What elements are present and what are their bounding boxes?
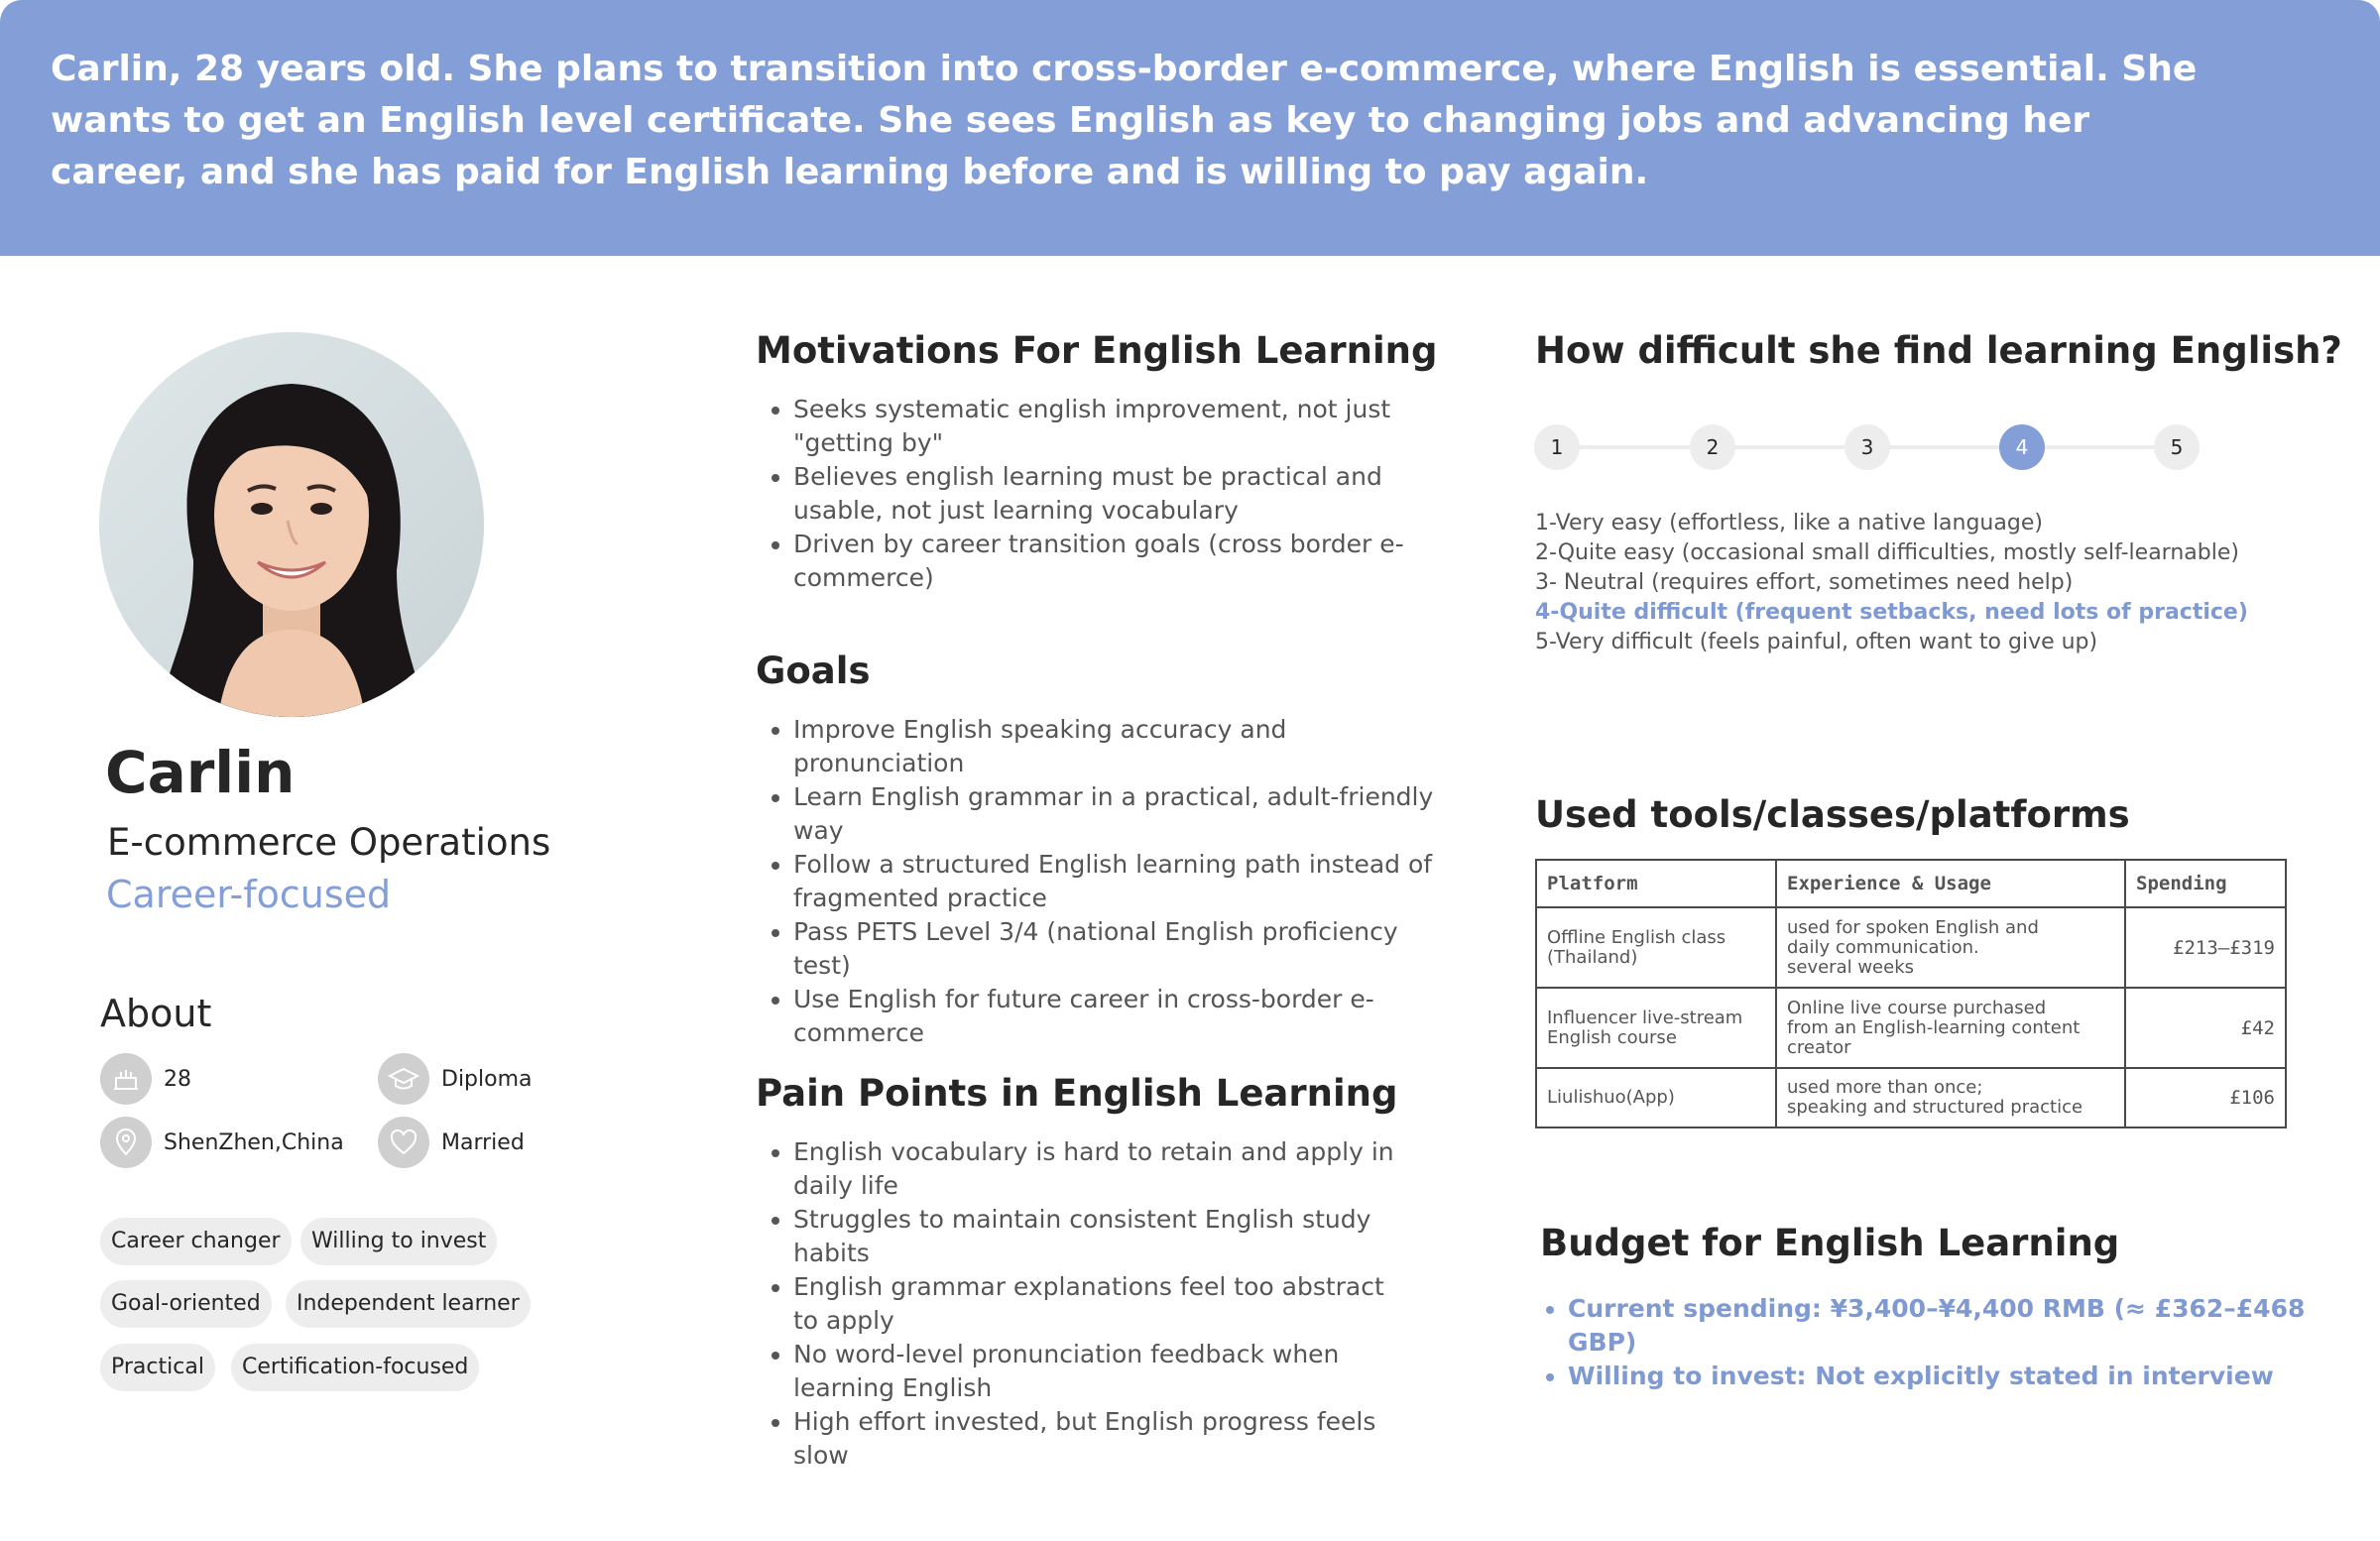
experience-line: several weeks — [1787, 956, 1915, 978]
platform-cell: Offline English class (Thailand) — [1536, 907, 1776, 988]
experience-cell — [1776, 907, 2125, 988]
list-item: • High effort invested, but English progress feels slow — [793, 1405, 1408, 1473]
list-item: • Use English for future career in cross-border e-commerce — [793, 983, 1448, 1050]
list-item: • Follow a structured English learning path instead of fragmented practice — [793, 848, 1448, 915]
difficulty-title: How difficult she find learning English? — [1535, 329, 2342, 372]
motivations-title: Motivations For English Learning — [756, 329, 1438, 372]
difficulty-step-4: 4 — [1999, 424, 2045, 470]
column-header: Experience & Usage — [1776, 860, 2125, 907]
list-item: • English grammar explanations feel too abstract to apply — [793, 1270, 1408, 1338]
tag-certification-focused: Certification-focused — [231, 1344, 479, 1391]
about-marital-label: Married — [441, 1129, 525, 1155]
legend-item-selected: 4-Quite difficult (frequent setbacks, need lots of practice) — [1535, 600, 2248, 625]
list-item: • Learn English grammar in a practical, adult-friendly way — [793, 780, 1448, 848]
list-item: • Current spending: ¥3,400–¥4,400 RMB (≈ £362–£468 GBP) — [1568, 1292, 2380, 1360]
table-row — [1536, 907, 2286, 988]
experience-cell — [1776, 988, 2125, 1068]
experience-line: used more than once; — [1787, 1077, 1983, 1098]
tools-table — [1535, 859, 2287, 1128]
difficulty-step-2: 2 — [1690, 424, 1735, 470]
goals-title: Goals — [756, 650, 871, 692]
tag-goal-oriented: Goal-oriented — [100, 1280, 272, 1328]
pain-points-title: Pain Points in English Learning — [756, 1072, 1398, 1115]
list-item: • Driven by career transition goals (cross border e-commerce) — [793, 528, 1438, 595]
spending-cell: £42 — [2125, 988, 2286, 1068]
goals-list — [756, 713, 1448, 1050]
difficulty-step-5: 5 — [2154, 424, 2200, 470]
tag-independent-learner: Independent learner — [286, 1280, 531, 1328]
experience-line: from an English-learning content — [1787, 1016, 2081, 1038]
difficulty-step-3: 3 — [1844, 424, 1890, 470]
list-item: • English vocabulary is hard to retain and apply in daily life — [793, 1135, 1408, 1203]
tag-practical: Practical — [100, 1344, 215, 1391]
summary-banner — [0, 0, 2380, 256]
table-row — [1536, 1068, 2286, 1127]
experience-cell — [1776, 1068, 2125, 1127]
platform-cell: Influencer live-stream English course — [1536, 988, 1776, 1068]
tag-willing-to-invest: Willing to invest — [300, 1218, 497, 1265]
table-header-row — [1536, 860, 2286, 907]
about-age-label: 28 — [164, 1066, 191, 1092]
spending-cell: £213–£319 — [2125, 907, 2286, 988]
about-marital-status — [378, 1117, 525, 1168]
location-pin-icon — [100, 1117, 152, 1168]
graduation-cap-icon — [378, 1053, 429, 1105]
spending-cell: £106 — [2125, 1068, 2286, 1127]
list-item: • No word-level pronunciation feedback when learning English — [793, 1338, 1408, 1405]
about-location-label: ShenZhen,China — [164, 1129, 344, 1155]
difficulty-legend — [1535, 509, 2248, 657]
pain-points-list — [756, 1135, 1408, 1473]
about-location — [100, 1117, 344, 1168]
list-item: • Willing to invest: Not explicitly stated in interview — [1568, 1360, 2380, 1393]
budget-list — [1540, 1292, 2380, 1393]
list-item: • Believes english learning must be practical and usable, not just learning vocabulary — [793, 460, 1438, 528]
persona-role: E-commerce Operations — [107, 821, 551, 864]
legend-item: 1-Very easy (effortless, like a native language) — [1535, 511, 2043, 535]
about-education — [378, 1053, 533, 1105]
heart-icon — [378, 1117, 429, 1168]
experience-line: creator — [1787, 1036, 1851, 1058]
list-item: • Seeks systematic english improvement, not just "getting by" — [793, 393, 1438, 460]
experience-line: speaking and structured practice — [1787, 1097, 2083, 1118]
tag-career-changer: Career changer — [100, 1218, 292, 1265]
difficulty-step-1: 1 — [1534, 424, 1580, 470]
list-item: • Pass PETS Level 3/4 (national English proficiency test) — [793, 915, 1448, 983]
experience-line: used for spoken English and — [1787, 916, 2039, 938]
experience-line: Online live course purchased — [1787, 997, 2047, 1018]
cake-icon — [100, 1053, 152, 1105]
table-row — [1536, 988, 2286, 1068]
persona-name: Carlin — [105, 739, 296, 806]
about-title: About — [100, 992, 212, 1035]
column-header: Platform — [1536, 860, 1776, 907]
summary-text: Carlin, 28 years old. She plans to transition into cross-border e-commerce, where English is essential. She wants to get an English level certificate. She sees English as key to changing jobs and advancing her career, and she has paid for English learning before and is willing to pay again. — [51, 49, 2198, 192]
legend-item: 3- Neutral (requires effort, sometimes need help) — [1535, 570, 2074, 595]
list-item: • Struggles to maintain consistent English study habits — [793, 1203, 1408, 1270]
experience-line: daily communication. — [1787, 936, 1979, 958]
tools-title: Used tools/classes/platforms — [1535, 793, 2130, 836]
persona-trait: Career-focused — [106, 873, 392, 916]
motivations-list — [756, 393, 1438, 595]
legend-item: 2-Quite easy (occasional small difficulties, mostly self-learnable) — [1535, 540, 2239, 565]
legend-item: 5-Very difficult (feels painful, often want to give up) — [1535, 630, 2098, 654]
avatar — [99, 332, 484, 717]
budget-title: Budget for English Learning — [1540, 1222, 2120, 1264]
about-age — [100, 1053, 191, 1105]
list-item: • Improve English speaking accuracy and pronunciation — [793, 713, 1448, 780]
platform-cell: Liulishuo(App) — [1536, 1068, 1776, 1127]
about-education-label: Diploma — [441, 1066, 533, 1092]
column-header: Spending — [2125, 860, 2286, 907]
